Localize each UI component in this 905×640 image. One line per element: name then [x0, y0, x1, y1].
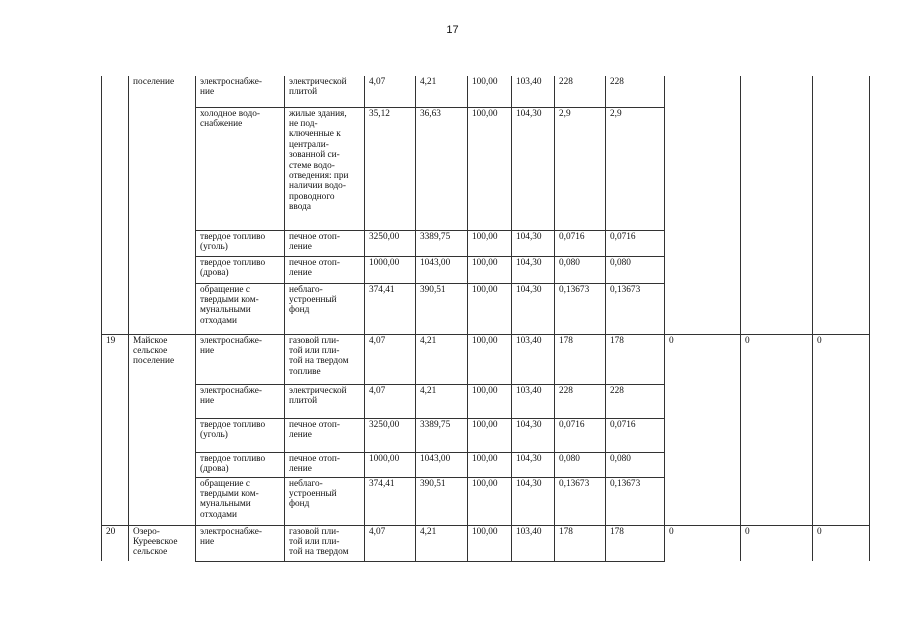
- tariff-2-cell-text: 36,63: [420, 108, 441, 119]
- norm-1-cell: [555, 76, 606, 107]
- extra-value-cell: [665, 76, 741, 334]
- tariff-2-cell: [416, 230, 468, 256]
- tariff-1-cell-text: 3250,00: [369, 419, 400, 430]
- index-1-cell-text: 100,00: [472, 526, 498, 537]
- extra-value-cell-text: 0: [669, 335, 674, 346]
- norm-1-cell: [555, 256, 606, 283]
- norm-2-cell: [606, 525, 665, 561]
- extra-value-cell-text: 0: [745, 335, 750, 346]
- tariff-2-cell: [416, 477, 468, 525]
- tariff-1-cell-text: 4,07: [369, 526, 386, 537]
- tariff-table: [101, 76, 870, 562]
- tariff-2-cell: [416, 256, 468, 283]
- index-2-cell: [512, 230, 555, 256]
- service-cell-text: твердое топливо (уголь): [200, 231, 266, 252]
- row-number-cell-text: 20: [106, 526, 116, 537]
- index-1-cell-text: 100,00: [472, 108, 498, 119]
- tariff-2-cell-text: 390,51: [420, 284, 446, 295]
- index-1-cell: [468, 107, 512, 230]
- index-2-cell: [512, 477, 555, 525]
- index-1-cell: [468, 384, 512, 418]
- extra-value-cell: [813, 334, 870, 525]
- category-cell-text: печное отоп- ление: [289, 257, 340, 278]
- norm-2-cell: [606, 76, 665, 107]
- tariff-2-cell: [416, 418, 468, 452]
- norm-1-cell-text: 0,080: [559, 257, 580, 268]
- norm-2-cell-text: 0,0716: [610, 231, 636, 242]
- category-cell-text: неблаго- устроенный фонд: [289, 284, 337, 316]
- service-cell-text: электроснабже- ние: [200, 335, 262, 356]
- tariff-1-cell: [365, 477, 416, 525]
- category-cell: [285, 525, 365, 561]
- norm-1-cell: [555, 334, 606, 384]
- norm-1-cell-text: 0,080: [559, 453, 580, 464]
- category-cell-text: печное отоп- ление: [289, 231, 340, 252]
- norm-2-cell-text: 178: [610, 526, 624, 537]
- norm-2-cell: [606, 477, 665, 525]
- index-1-cell-text: 100,00: [472, 335, 498, 346]
- index-2-cell: [512, 525, 555, 561]
- index-2-cell-text: 104,30: [516, 453, 542, 464]
- settlement-cell: [129, 525, 196, 561]
- extra-value-cell: [813, 76, 870, 334]
- norm-2-cell: [606, 418, 665, 452]
- tariff-2-cell-text: 3389,75: [420, 419, 451, 430]
- tariff-1-cell: [365, 107, 416, 230]
- service-cell: [196, 384, 285, 418]
- index-1-cell-text: 100,00: [472, 257, 498, 268]
- category-cell-text: электрической плитой: [289, 385, 347, 406]
- extra-value-cell-text: 0: [669, 526, 674, 537]
- table-row: [102, 525, 870, 561]
- category-cell: [285, 256, 365, 283]
- tariff-2-cell-text: 1043,00: [420, 453, 451, 464]
- service-cell: [196, 525, 285, 561]
- tariff-1-cell: [365, 283, 416, 334]
- service-cell-text: обращение с твердыми ком- мунальными отходами: [200, 284, 259, 326]
- tariff-1-cell: [365, 76, 416, 107]
- service-cell-text: электроснабже- ние: [200, 526, 262, 547]
- tariff-2-cell: [416, 76, 468, 107]
- index-1-cell-text: 100,00: [472, 385, 498, 396]
- index-2-cell-text: 103,40: [516, 385, 542, 396]
- norm-2-cell-text: 0,080: [610, 257, 631, 268]
- index-1-cell-text: 100,00: [472, 77, 498, 87]
- index-2-cell-text: 104,30: [516, 231, 542, 242]
- tariff-2-cell-text: 4,21: [420, 335, 437, 346]
- category-cell: [285, 334, 365, 384]
- service-cell-text: холодное водо- снабжение: [200, 108, 260, 129]
- index-1-cell-text: 100,00: [472, 419, 498, 430]
- service-cell: [196, 418, 285, 452]
- category-cell-text: печное отоп- ление: [289, 419, 340, 440]
- index-1-cell-text: 100,00: [472, 231, 498, 242]
- norm-1-cell-text: 228: [559, 77, 573, 87]
- settlement-cell-text: Озеро- Куреевское сельское: [133, 526, 178, 558]
- category-cell: [285, 76, 365, 107]
- tariff-1-cell: [365, 452, 416, 477]
- index-2-cell-text: 103,40: [516, 526, 542, 537]
- service-cell-text: электроснабже- ние: [200, 385, 262, 406]
- category-cell: [285, 230, 365, 256]
- norm-2-cell-text: 178: [610, 335, 624, 346]
- norm-1-cell: [555, 477, 606, 525]
- index-2-cell-text: 104,30: [516, 419, 542, 430]
- norm-1-cell-text: 178: [559, 335, 573, 346]
- extra-value-cell: [665, 525, 741, 561]
- norm-1-cell-text: 0,13673: [559, 284, 590, 295]
- norm-1-cell: [555, 107, 606, 230]
- category-cell: [285, 477, 365, 525]
- index-2-cell: [512, 418, 555, 452]
- tariff-1-cell: [365, 256, 416, 283]
- table-row: [102, 334, 870, 384]
- norm-2-cell-text: 0,13673: [610, 284, 641, 295]
- settlement-cell-text: Майское сельское поселение: [133, 335, 175, 367]
- service-cell: [196, 230, 285, 256]
- extra-value-cell-text: 0: [817, 335, 822, 346]
- norm-1-cell-text: 0,0716: [559, 419, 585, 430]
- index-2-cell-text: 103,40: [516, 77, 542, 87]
- category-cell: [285, 418, 365, 452]
- index-2-cell-text: 103,40: [516, 335, 542, 346]
- row-number-cell: [102, 525, 129, 561]
- tariff-1-cell-text: 4,07: [369, 77, 386, 87]
- norm-1-cell: [555, 525, 606, 561]
- norm-2-cell-text: 228: [610, 385, 624, 396]
- settlement-cell: [129, 76, 196, 334]
- category-cell: [285, 107, 365, 230]
- norm-1-cell: [555, 418, 606, 452]
- index-2-cell: [512, 107, 555, 230]
- norm-1-cell-text: 228: [559, 385, 573, 396]
- service-cell: [196, 283, 285, 334]
- service-cell: [196, 477, 285, 525]
- index-1-cell: [468, 452, 512, 477]
- index-1-cell: [468, 283, 512, 334]
- index-2-cell: [512, 384, 555, 418]
- category-cell-text: газовой пли- той или пли- той на твердом топливе: [289, 335, 349, 377]
- index-1-cell-text: 100,00: [472, 284, 498, 295]
- service-cell: [196, 452, 285, 477]
- settlement-cell-text: поселение: [133, 77, 175, 87]
- service-cell-text: твердое топливо (дрова): [200, 257, 266, 278]
- service-cell-text: твердое топливо (дрова): [200, 453, 266, 474]
- service-cell-text: твердое топливо (уголь): [200, 419, 266, 440]
- extra-value-cell: [813, 525, 870, 561]
- index-2-cell: [512, 283, 555, 334]
- norm-2-cell: [606, 230, 665, 256]
- tariff-1-cell: [365, 525, 416, 561]
- index-2-cell: [512, 76, 555, 107]
- tariff-2-cell-text: 3389,75: [420, 231, 451, 242]
- norm-2-cell-text: 2,9: [610, 108, 622, 119]
- index-2-cell-text: 104,30: [516, 478, 542, 489]
- tariff-1-cell: [365, 384, 416, 418]
- index-1-cell-text: 100,00: [472, 453, 498, 464]
- service-cell: [196, 76, 285, 107]
- norm-1-cell-text: 0,13673: [559, 478, 590, 489]
- tariff-2-cell-text: 4,21: [420, 77, 437, 87]
- extra-value-cell-text: 0: [817, 526, 822, 537]
- norm-1-cell: [555, 384, 606, 418]
- tariff-1-cell-text: 1000,00: [369, 257, 400, 268]
- index-1-cell: [468, 256, 512, 283]
- extra-value-cell: [741, 334, 813, 525]
- category-cell-text: неблаго- устроенный фонд: [289, 478, 337, 510]
- service-cell: [196, 256, 285, 283]
- norm-2-cell-text: 0,0716: [610, 419, 636, 430]
- norm-1-cell: [555, 452, 606, 477]
- tariff-1-cell-text: 4,07: [369, 335, 386, 346]
- category-cell-text: жилые здания, не под- ключенные к централи- зованной си- стеме водо- отведения: при наличии водо- проводного ввода: [289, 108, 349, 213]
- tariff-1-cell: [365, 334, 416, 384]
- tariff-2-cell-text: 390,51: [420, 478, 446, 489]
- index-1-cell: [468, 334, 512, 384]
- index-1-cell: [468, 477, 512, 525]
- service-cell-text: обращение с твердыми ком- мунальными отходами: [200, 478, 259, 520]
- page-number: 17: [446, 24, 459, 36]
- service-cell: [196, 334, 285, 384]
- category-cell: [285, 283, 365, 334]
- extra-value-cell-text: 0: [745, 526, 750, 537]
- norm-2-cell: [606, 256, 665, 283]
- norm-2-cell: [606, 283, 665, 334]
- tariff-2-cell: [416, 384, 468, 418]
- tariff-1-cell-text: 1000,00: [369, 453, 400, 464]
- norm-2-cell-text: 228: [610, 77, 624, 87]
- tariff-1-cell-text: 3250,00: [369, 231, 400, 242]
- index-1-cell: [468, 525, 512, 561]
- extra-value-cell: [741, 76, 813, 334]
- category-cell: [285, 452, 365, 477]
- extra-value-cell: [741, 525, 813, 561]
- index-2-cell: [512, 452, 555, 477]
- norm-2-cell: [606, 334, 665, 384]
- service-cell-text: электроснабже- ние: [200, 77, 262, 98]
- tariff-1-cell-text: 374,41: [369, 284, 395, 295]
- index-1-cell-text: 100,00: [472, 478, 498, 489]
- table-row: [102, 76, 870, 107]
- row-number-cell: [102, 76, 129, 334]
- tariff-1-cell-text: 374,41: [369, 478, 395, 489]
- index-1-cell: [468, 76, 512, 107]
- norm-2-cell-text: 0,080: [610, 453, 631, 464]
- category-cell: [285, 384, 365, 418]
- tariff-1-cell: [365, 418, 416, 452]
- service-cell: [196, 107, 285, 230]
- norm-2-cell-text: 0,13673: [610, 478, 641, 489]
- row-number-cell: [102, 334, 129, 525]
- tariff-2-cell: [416, 334, 468, 384]
- tariff-2-cell-text: 4,21: [420, 526, 437, 537]
- norm-2-cell: [606, 107, 665, 230]
- row-number-cell-text: 19: [106, 335, 116, 346]
- tariff-1-cell: [365, 230, 416, 256]
- tariff-1-cell-text: 4,07: [369, 385, 386, 396]
- index-2-cell-text: 104,30: [516, 108, 542, 119]
- tariff-1-cell-text: 35,12: [369, 108, 390, 119]
- norm-2-cell: [606, 384, 665, 418]
- tariff-2-cell: [416, 107, 468, 230]
- extra-value-cell: [665, 334, 741, 525]
- index-2-cell: [512, 256, 555, 283]
- category-cell-text: электрической плитой: [289, 77, 347, 98]
- norm-2-cell: [606, 452, 665, 477]
- settlement-cell: [129, 334, 196, 525]
- tariff-2-cell-text: 1043,00: [420, 257, 451, 268]
- index-1-cell: [468, 418, 512, 452]
- norm-1-cell-text: 0,0716: [559, 231, 585, 242]
- index-1-cell: [468, 230, 512, 256]
- category-cell-text: печное отоп- ление: [289, 453, 340, 474]
- norm-1-cell: [555, 283, 606, 334]
- norm-1-cell-text: 2,9: [559, 108, 571, 119]
- index-2-cell-text: 104,30: [516, 257, 542, 268]
- index-2-cell: [512, 334, 555, 384]
- tariff-2-cell: [416, 525, 468, 561]
- norm-1-cell-text: 178: [559, 526, 573, 537]
- category-cell-text: газовой пли- той или пли- той на твердом: [289, 526, 349, 558]
- tariff-2-cell: [416, 452, 468, 477]
- tariff-2-cell: [416, 283, 468, 334]
- norm-1-cell: [555, 230, 606, 256]
- tariff-2-cell-text: 4,21: [420, 385, 437, 396]
- index-2-cell-text: 104,30: [516, 284, 542, 295]
